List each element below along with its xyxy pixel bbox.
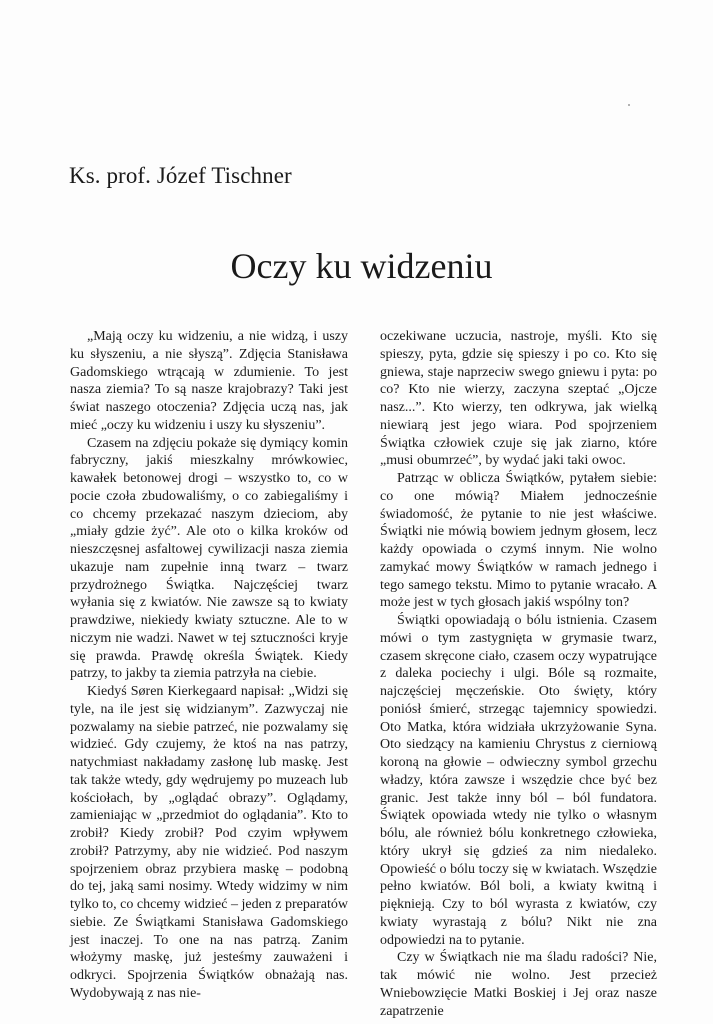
author-name: Ks. prof. Józef Tischner [69,163,292,188]
paragraph: Patrząc w oblicza Świątków, pytałem siebie: co one mówią? Miałem jednocześnie świadomość, że pytanie to nie jest właściwe. Świątki nie mówią bowiem jednym głosem, lecz każdy opowiada o czymś innym. Nie wolno zamykać mowy Świątków w ramach jednego i tego samego tekstu. Mimo to pytanie wracało. A może jest w tych głosach jakiś wspólny ton? [380,471,657,611]
left-column [70,328,348,1001]
right-column [380,328,657,1019]
scan-speck [628,104,630,106]
paragraph-continued: oczekiwane uczucia, nastroje, myśli. Kto się spieszy, pyta, gdzie się spieszy i po co. Kto się gniewa, staje naprzeciw swego gniewu i pyta: po co? Kto nie wierzy, zaczyna szeptać „Ojcze nasz...”. Kto wierzy, ten odkrywa, jak wielką niewiarą jest jego wiara. Pod spojrzeniem Świątka człowiek czuje się jak ziarno, które „musi obumrzeć”, by wydać jaki taki owoc. [380,329,657,469]
paragraph: Czy w Świątkach nie ma śladu radości? Nie, tak mówić nie wolno. Jest przecież Wniebowzięcie Matki Boskiej i Jej oraz nasze zapatrzenie [380,950,657,1019]
paragraph: Czasem na zdjęciu pokaże się dymiący komin fabryczny, jakiś mieszkalny mrówkowiec, kawałek betonowej drogi – wszystko to, co w pocie czoła zbudowaliśmy, o co zabiegaliśmy i co chcemy przekazać naszym dzieciom, aby „miały gdzie żyć”. Ale oto o kilka kroków od nieszczęsnej asfaltowej cywilizacji nasza ziemia ukazuje nam zupełnie inną twarz – twarz przydrożnego Świątka. Najczęściej twarz wyłania się z kwiatów. Nie zawsze są to kwiaty prawdziwe, niekiedy kwiaty sztuczne. Ale to w niczym nie wadzi. Nawet w tej sztuczności kryje się prawda. Prawdę określa Świątek. Kiedy patrzy, to jakby ta ziemia patrzyła na ciebie. [70,435,348,682]
article-title: Oczy ku widzeniu [230,246,493,286]
paragraph: Świątki opowiadają o bólu istnienia. Czasem mówi o tym zastygnięta w grymasie twarz, czasem skręcone ciało, czasem oczy wypatrujące z daleka pociechy i ulgi. Bóle są rozmaite, najczęściej męczeńskie. Oto święty, który poniósł śmierć, strzegąc tajemnicy spowiedzi. Oto Matka, która widziała ukrzyżowanie Syna. Oto siedzący na kamieniu Chrystus z cierniową koroną na głowie – odwieczny symbol grzechu władzy, która zawsze i wszędzie chce być bez granic. Jest także inny ból – ból fundatora. Świątek opowiada wtedy nie tylko o własnym bólu, ale również bólu konkretnego człowieka, który ukrył się gdzieś za nim niedaleko. Opowieść o bólu toczy się w kwiatach. Wszędzie pełno kwiatów. Ból boli, a kwiaty kwitną i pięknieją. Czy to ból wyrasta z kwiatów, czy kwiaty wyrastają z bólu? Nikt nie zna odpowiedzi na to pytanie. [380,613,657,948]
paragraph: Kiedyś Søren Kierkegaard napisał: „Widzi się tyle, na ile jest się widzianym”. Zazwyczaj nie pozwalamy na siebie patrzeć, nie pozwalamy się widzieć. Gdy czujemy, że ktoś na nas patrzy, natychmiast nakładamy zasłonę lub maskę. Jest tak także wtedy, gdy wędrujemy po muzeach lub kościołach, by „oglądać obrazy”. Oglądamy, zamieniając w „przedmiot do oglądania”. Kto to zrobił? Kiedy zrobił? Pod czyim wpływem zrobił? Patrzymy, aby nie widzieć. Pod naszym spojrzeniem obraz przybiera maskę – podobną do tej, jaką sami nosimy. Wtedy widzimy w nim tylko to, co chcemy widzieć – jeden z preparatów siebie. Ze Świątkami Stanisława Gadomskiego jest inaczej. To one na nas patrzą. Zanim włożymy maskę, już jesteśmy zauważeni i odkryci. Spojrzenia Świątków obnażają nas. Wydobywają z nas nie- [70,684,348,1001]
paragraph: „Mają oczy ku widzeniu, a nie widzą, i uszy ku słyszeniu, a nie słyszą”. Zdjęcia Stanisława Gadomskiego wtrącają w zdumienie. To jest nasza ziemia? To są nasze krajobrazy? Taki jest świat naszego otoczenia? Zdjęcia uczą nas, jak mieć „oczy ku widzeniu i uszy ku słyszeniu”. [70,329,348,433]
